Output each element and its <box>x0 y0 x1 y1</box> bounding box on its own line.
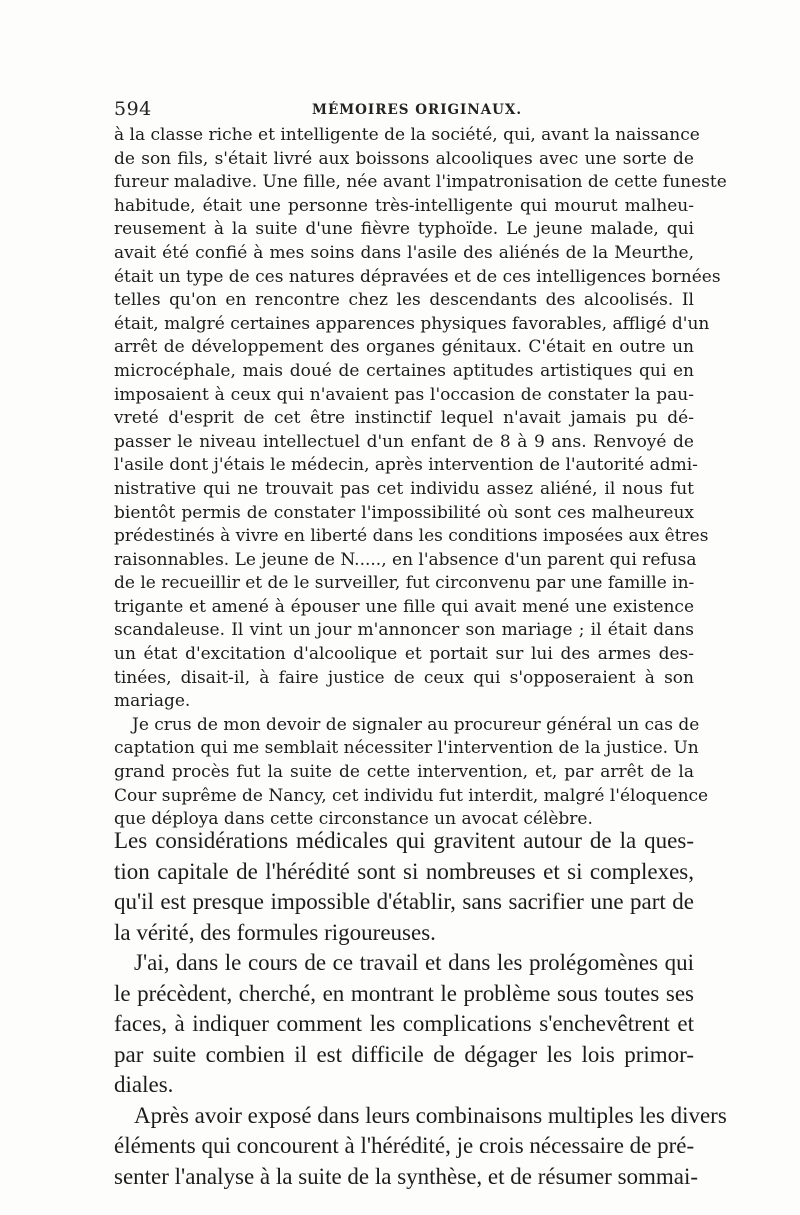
text-line: senter l'analyse à la suite de la synthèse, et de résumer sommai- <box>114 1163 699 1189</box>
text-line: était, malgré certaines apparences physiques favorables, affligé d'un <box>114 313 710 334</box>
text-line: arrêt de développement des organes génitaux. C'était en outre un <box>114 337 694 358</box>
text-line: scandaleuse. Il vint un jour m'annoncer son mariage ; il était dans <box>114 620 694 641</box>
text-line: par suite combien il est difficile de dégager les lois primor- <box>114 1041 694 1067</box>
page-number: 594 <box>114 98 152 120</box>
text-line: fureur maladive. Une fille, née avant l'impatronisation de cette funeste <box>114 172 727 193</box>
text-line: J'ai, dans le cours de ce travail et dans les prolégomènes qui <box>134 950 694 975</box>
page-header <box>114 98 694 120</box>
text-line: l'asile dont j'étais le médecin, après intervention de l'autorité admi- <box>114 455 698 476</box>
text-line: telles qu'on en rencontre chez les descendants des alcoolisés. Il <box>114 290 694 311</box>
text-line: faces, à indiquer comment les complications s'enchevêtrent et <box>114 1011 694 1036</box>
text-line: que déploya dans cette circonstance un avocat célèbre. <box>114 809 593 830</box>
text-line: Je crus de mon devoir de signaler au procureur général un cas de <box>132 714 700 735</box>
text-line: Cour suprême de Nancy, cet individu fut interdit, malgré l'éloquence <box>114 785 709 806</box>
text-line: à la classe riche et intelligente de la société, qui, avant la naissance <box>114 125 700 145</box>
text-line: bientôt permis de constater l'impossibilité où sont ces malheureux <box>114 502 694 523</box>
text-line: de son fils, s'était livré aux boissons alcooliques avec une sorte de <box>114 148 694 169</box>
text-line: passer le niveau intellectuel d'un enfant de 8 à 9 ans. Renvoyé de <box>114 431 694 452</box>
text-line: le précèdent, cherché, en montrant le problème sous toutes ses <box>114 980 694 1006</box>
text-line: tinées, disait-il, à faire justice de ceux qui s'opposeraient à son <box>114 667 694 688</box>
text-line: tion capitale de l'hérédité sont si nombreuses et si complexes, <box>114 858 694 884</box>
text-line: un état d'excitation d'alcoolique et portait sur lui des armes des- <box>114 644 694 665</box>
text-line: Les considérations médicales qui gravitent autour de la ques- <box>114 828 694 853</box>
text-line: éléments qui concourent à l'hérédité, je crois nécessaire de pré- <box>114 1133 695 1158</box>
text-line: diales. <box>114 1072 174 1097</box>
text-line: la vérité, des formules rigoureuses. <box>114 919 436 945</box>
text-line: reusement à la suite d'une fièvre typhoïde. Le jeune malade, qui <box>114 219 694 240</box>
text-line: imposaient à ceux qui n'avaient pas l'occasion de constater la pau- <box>114 384 694 405</box>
running-head: MÉMOIRES ORIGINAUX. <box>312 102 523 118</box>
conclusion-text <box>114 826 727 1192</box>
text-line: raisonnables. Le jeune de N....., en l'absence d'un parent qui refusa <box>114 549 697 570</box>
case-history-text <box>114 124 727 832</box>
text-line: prédestinés à vivre en liberté dans les conditions imposées aux êtres <box>114 526 709 547</box>
text-line: trigante et amené à épouser une fille qui avait mené une existence <box>114 596 694 617</box>
text-line: mariage. <box>114 691 191 712</box>
text-line: nistrative qui ne trouvait pas cet individu assez aliéné, il nous fut <box>114 478 694 499</box>
text-line: Après avoir exposé dans leurs combinaisons multiples les divers <box>134 1102 727 1128</box>
text-line: avait été confié à mes soins dans l'asile des aliénés de la Meurthe, <box>114 242 694 263</box>
text-line: habitude, était une personne très-intelligente qui mourut malheu- <box>114 195 694 216</box>
text-line: qu'il est presque impossible d'établir, sans sacrifier une part de <box>114 889 694 914</box>
text-line: grand procès fut la suite de cette intervention, et, par arrêt de la <box>114 762 694 783</box>
text-line: vreté d'esprit de cet être instinctif lequel n'avait jamais pu dé- <box>114 408 694 429</box>
text-line: était un type de ces natures dépravées et de ces intelligences bornées <box>114 266 721 287</box>
text-line: de le recueillir et de le surveiller, fut circonvenu par une famille in- <box>114 573 695 594</box>
text-line: captation qui me semblait nécessiter l'intervention de la justice. Un <box>114 738 699 759</box>
text-line: microcéphale, mais doué de certaines aptitudes artistiques qui en <box>114 360 694 381</box>
